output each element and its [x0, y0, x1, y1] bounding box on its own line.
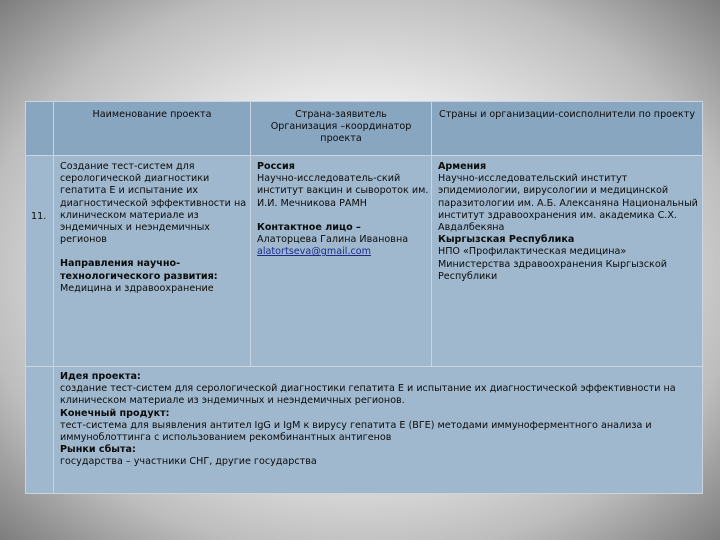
header-applicant: Страна-заявитель Организация –координатор проекта	[251, 102, 432, 156]
partner-country-armenia: Армения	[438, 161, 487, 172]
project-name-cell	[54, 156, 251, 367]
header-project-name: Наименование проекта	[54, 102, 251, 156]
contact-label: Контактное лицо –	[257, 221, 361, 233]
idea-spacer-cell	[26, 367, 54, 494]
product-label: Конечный продукт:	[60, 407, 170, 419]
applicant-cell	[251, 156, 432, 367]
project-name: Создание тест-систем для серологической диагностики гепатита Е и испытание их диагностической эффективности на клиническом материале из эндемичных и неэндемичных регионов	[60, 161, 247, 246]
idea-text: создание тест-систем для серологической диагностики гепатита Е и испытание их диагностической эффективности на клиническом материале из эндемичных и неэндемичных регионов.	[60, 383, 676, 407]
table-row	[26, 156, 703, 367]
partner-orgs-kyrgyzstan: НПО «Профилактическая медицина» Министерства здравоохранения Кыргызской Республики	[438, 246, 667, 282]
partners-cell	[432, 156, 703, 367]
idea-row	[26, 367, 703, 494]
product-text: тест-система для выявления антител IgG и IgM к вирусу гепатита Е (ВГЕ) методами иммуноферментного анализа и иммуноблоттинга с использованием рекомбинантных антигенов	[60, 419, 652, 444]
partner-country-kyrgyzstan: Кыргызская Республика	[438, 234, 575, 246]
table-header-row	[26, 102, 703, 156]
row-number: 11.	[31, 211, 47, 222]
applicant-org: Научно-исследователь-ский институт вакцин и сывороток им. И.И. Мечникова РАМН	[257, 173, 429, 209]
row-number-cell	[26, 156, 54, 367]
partner-orgs-armenia: Научно-исследовательский институт эпидемиологии, вирусологии и медицинской паразитологии им. А.Б. Алексаняна Национальный институт здравоохранения им. академика С.Х. Авдалбекяна	[438, 173, 698, 234]
project-table	[25, 101, 703, 494]
contact-name: Алаторцева Галина Ивановна	[257, 234, 409, 246]
markets-label: Рынки сбыта:	[60, 444, 136, 456]
applicant-country: Россия	[257, 161, 295, 172]
contact-email-link[interactable]: alatortseva@gmail.com	[257, 246, 371, 258]
markets-text: государства – участники СНГ, другие государства	[60, 456, 317, 468]
direction-label: Направления научно-технологического развития:	[60, 258, 218, 282]
header-number-cell	[26, 102, 54, 156]
idea-cell	[54, 367, 703, 494]
header-partners: Страны и организации-соисполнители по проекту	[432, 102, 703, 156]
idea-label: Идея проекта:	[60, 371, 141, 382]
direction-value: Медицина и здравоохранение	[60, 282, 214, 294]
